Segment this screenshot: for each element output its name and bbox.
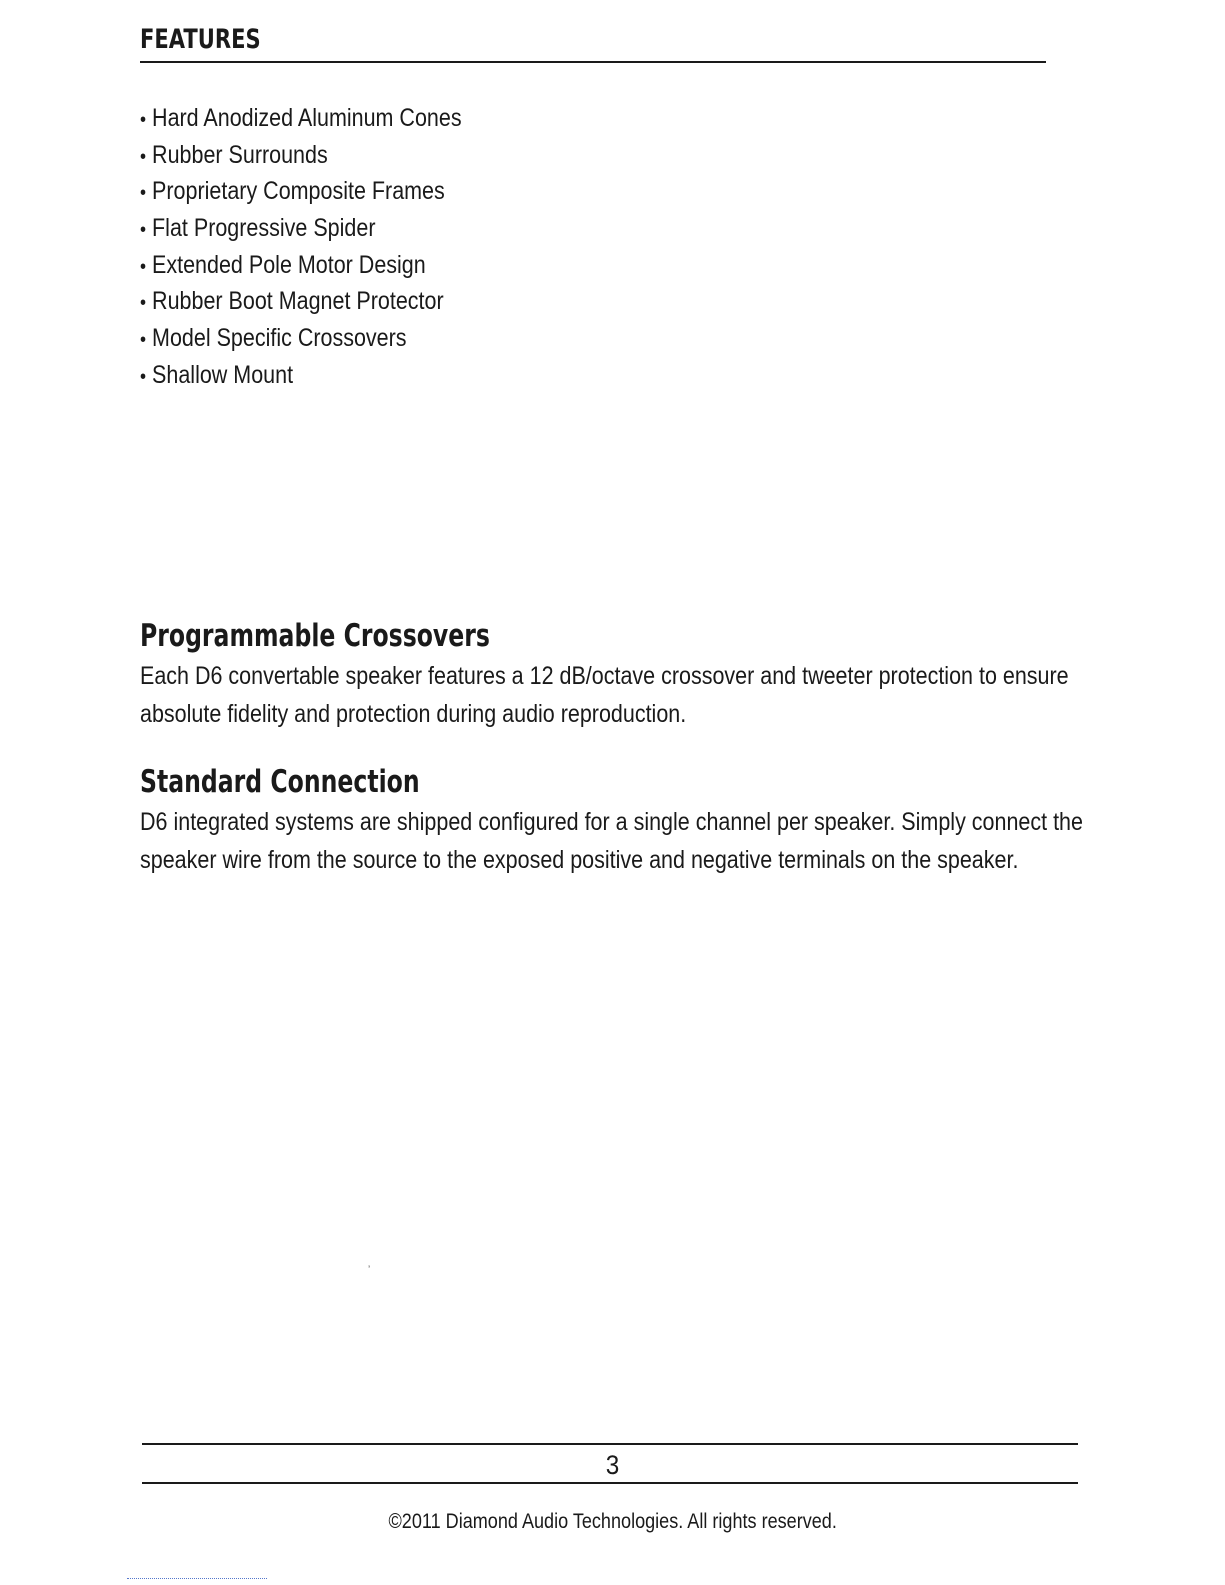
connection-heading: Standard Connection <box>140 764 420 800</box>
copyright-text: ©2011 Diamond Audio Technologies. All rights reserved. <box>388 1510 837 1533</box>
feature-text: Proprietary Composite Frames <box>152 177 445 206</box>
connection-line-1: D6 integrated systems are shipped configured for a single channel per speaker. Simply connect the <box>140 808 1083 836</box>
list-item <box>140 210 462 247</box>
bullet-icon: • <box>140 292 147 315</box>
list-item <box>140 357 462 394</box>
list-item <box>140 320 462 357</box>
bullet-icon: • <box>140 145 147 168</box>
feature-text: Hard Anodized Aluminum Cones <box>152 104 462 132</box>
list-item <box>140 173 462 210</box>
page-header <box>140 20 1046 60</box>
connection-section <box>140 760 1100 879</box>
bullet-icon: • <box>140 219 147 242</box>
page-number: 3 <box>605 1450 620 1480</box>
crossovers-heading: Programmable Crossovers <box>140 618 490 654</box>
crossovers-section <box>140 614 1100 733</box>
scan-speck: ʼ <box>368 1265 371 1276</box>
feature-text: Extended Pole Motor Design <box>152 250 426 279</box>
features-heading: FEATURES <box>140 24 261 55</box>
feature-text: Shallow Mount <box>152 360 294 389</box>
footer-bottom-divider <box>142 1482 1078 1484</box>
list-item <box>140 137 462 174</box>
footer-top-divider <box>142 1443 1078 1445</box>
bullet-icon: • <box>140 255 147 278</box>
crossovers-paragraph <box>140 658 1069 733</box>
copyright-notice <box>0 1507 1225 1537</box>
feature-text: Rubber Boot Magnet Protector <box>152 287 444 316</box>
feature-text: Model Specific Crossovers <box>152 324 407 353</box>
feature-text: Rubber Surrounds <box>152 140 328 169</box>
bullet-icon: • <box>140 329 147 352</box>
bottom-dotted-line <box>127 1578 267 1579</box>
feature-list <box>140 100 514 394</box>
list-item <box>140 100 462 137</box>
crossovers-line-2: absolute fidelity and protection during audio reproduction. <box>140 699 687 728</box>
crossovers-line-1: Each D6 convertable speaker features a 12 dB/octave crossover and tweeter protection to ensure <box>140 662 1069 690</box>
list-item <box>140 247 462 284</box>
feature-text: Flat Progressive Spider <box>152 214 376 243</box>
list-item <box>140 283 462 320</box>
bullet-icon: • <box>140 365 147 388</box>
bullet-icon: • <box>140 182 147 205</box>
header-divider <box>140 61 1046 63</box>
connection-line-2: speaker wire from the source to the exposed positive and negative terminals on the speaker. <box>140 845 1019 874</box>
bullet-icon: • <box>140 109 147 131</box>
connection-paragraph <box>140 804 1083 879</box>
